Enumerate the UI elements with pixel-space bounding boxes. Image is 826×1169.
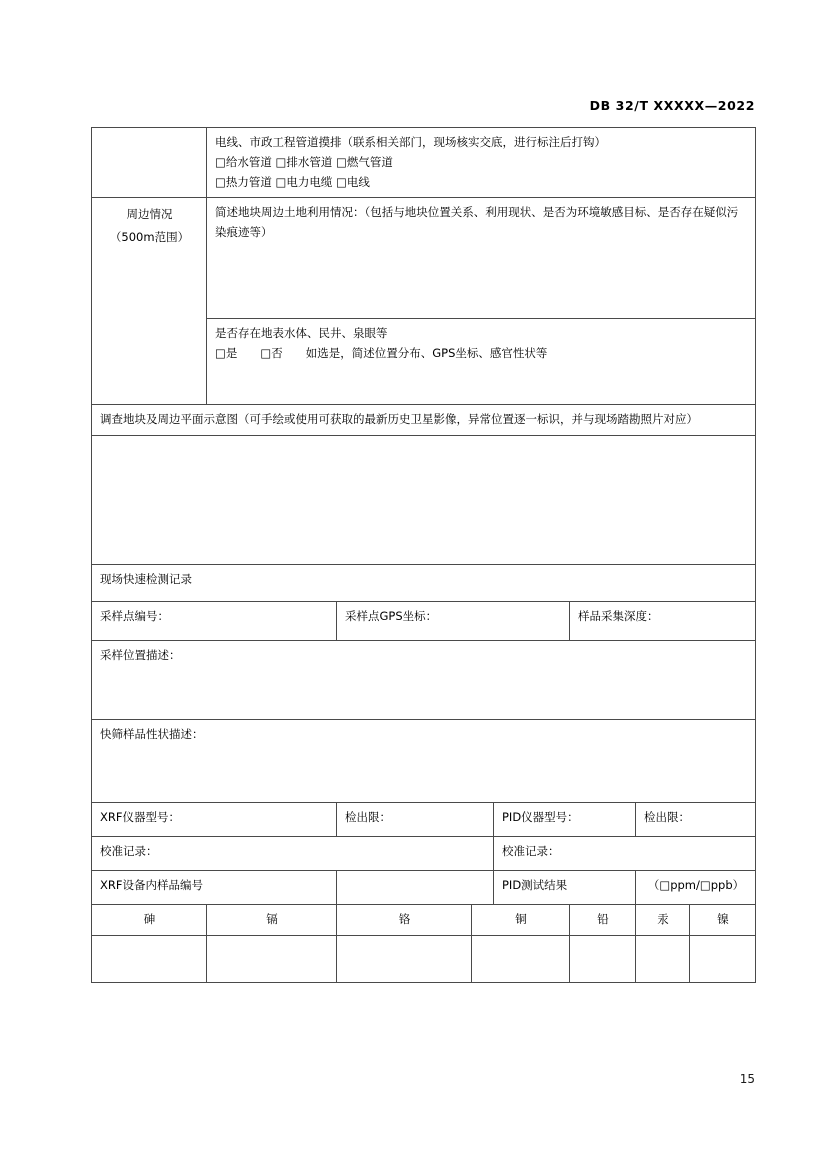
field-test-section-title-cell bbox=[92, 565, 756, 602]
element-header-label: 镉 bbox=[266, 912, 278, 927]
location-description-label: 采样位置描述： bbox=[100, 648, 181, 663]
pid-calibration-label: 校准记录： bbox=[502, 844, 560, 859]
element-header-cell bbox=[472, 905, 570, 936]
document-header-standard-code: DB 32/T XXXXX—2022 bbox=[589, 98, 755, 113]
element-value-cell[interactable] bbox=[337, 935, 472, 982]
element-header-label: 铬 bbox=[398, 912, 411, 927]
xrf-model-label: XRF仪器型号： bbox=[100, 810, 180, 825]
table-row-xrf-sample-pid-result bbox=[92, 871, 756, 905]
pid-result-label: PID测试结果 bbox=[502, 878, 568, 893]
pid-calibration-cell[interactable] bbox=[494, 837, 756, 871]
element-header-cell bbox=[92, 905, 207, 936]
pipeline-row-content-cell bbox=[207, 128, 756, 198]
pid-model-cell[interactable] bbox=[494, 803, 636, 837]
sampling-point-gps-cell[interactable] bbox=[337, 602, 570, 641]
pid-detection-limit-label: 检出限： bbox=[644, 810, 690, 825]
table-row-calibration bbox=[92, 837, 756, 871]
table-row-sketch-area bbox=[92, 436, 756, 565]
xrf-sample-id-label: XRF设备内样品编号 bbox=[100, 878, 203, 893]
xrf-sample-id-label-cell bbox=[92, 871, 337, 905]
survey-form-table bbox=[91, 127, 756, 983]
land-use-description-cell[interactable] bbox=[207, 198, 756, 319]
sampling-point-id-cell[interactable] bbox=[92, 602, 337, 641]
element-header-label: 铅 bbox=[597, 912, 609, 927]
pipeline-row-label-cell bbox=[92, 128, 207, 198]
pid-result-label-cell bbox=[494, 871, 636, 905]
table-row-surrounding-land-use bbox=[92, 198, 756, 319]
sampling-depth-cell[interactable] bbox=[570, 602, 756, 641]
xrf-calibration-label: 校准记录： bbox=[100, 844, 158, 859]
surrounding-label-cell bbox=[92, 198, 207, 405]
element-header-cell bbox=[207, 905, 337, 936]
element-header-cell bbox=[570, 905, 636, 936]
element-value-cell[interactable] bbox=[207, 935, 337, 982]
xrf-sample-id-value-cell[interactable] bbox=[337, 871, 494, 905]
sketch-title-text: 调查地块及周边平面示意图（可手绘或使用可获取的最新历史卫星影像，异常位置逐一标识，并与现场踏勘照片对应） bbox=[100, 412, 698, 427]
water-body-question: 是否存在地表水体、民井、泉眼等 bbox=[215, 326, 388, 341]
table-row-pipeline bbox=[92, 128, 756, 198]
element-header-label: 砷 bbox=[143, 912, 156, 927]
element-value-cell[interactable] bbox=[690, 935, 756, 982]
table-row-instrument-models bbox=[92, 803, 756, 837]
water-body-cell[interactable] bbox=[207, 319, 756, 405]
sample-description-label: 快筛样品性状描述： bbox=[100, 727, 204, 742]
pid-model-label: PID仪器型号： bbox=[502, 810, 579, 825]
table-row-location-description bbox=[92, 641, 756, 720]
element-header-cell bbox=[690, 905, 756, 936]
xrf-model-cell[interactable] bbox=[92, 803, 337, 837]
pipeline-options-line-2[interactable]: □热力管道 □电力电缆 □电线 bbox=[215, 174, 370, 189]
element-header-label: 镍 bbox=[717, 912, 729, 927]
pipeline-title: 电线、市政工程管道摸排（联系相关部门，现场核实交底，进行标注后打钩） bbox=[215, 135, 606, 149]
sampling-depth-label: 样品采集深度： bbox=[578, 609, 659, 624]
table-row-element-headers bbox=[92, 905, 756, 936]
table-row-sampling-point bbox=[92, 602, 756, 641]
xrf-detection-limit-label: 检出限： bbox=[345, 810, 391, 825]
element-value-cell[interactable] bbox=[636, 935, 690, 982]
sampling-point-id-label: 采样点编号： bbox=[100, 609, 169, 624]
xrf-calibration-cell[interactable] bbox=[92, 837, 494, 871]
water-body-options[interactable]: □是 □否 如选是，简述位置分布、GPS坐标、感官性状等 bbox=[215, 346, 548, 361]
sampling-point-gps-label: 采样点GPS坐标： bbox=[345, 609, 438, 624]
pid-detection-limit-cell[interactable] bbox=[636, 803, 756, 837]
element-header-label: 铜 bbox=[515, 912, 527, 927]
location-description-cell[interactable] bbox=[92, 641, 756, 720]
element-header-cell bbox=[636, 905, 690, 936]
land-use-description-text: 简述地块周边土地利用情况：（包括与地块位置关系、利用现状、是否为环境敏感目标、是否存在疑似污染痕迹等） bbox=[215, 205, 739, 240]
pid-unit-cell[interactable] bbox=[636, 871, 756, 905]
element-header-cell bbox=[337, 905, 472, 936]
table-row-element-values bbox=[92, 935, 756, 982]
element-value-cell[interactable] bbox=[472, 935, 570, 982]
sketch-drawing-area[interactable] bbox=[92, 436, 756, 565]
page-number: 15 bbox=[739, 1072, 755, 1086]
table-row-field-test-title bbox=[92, 565, 756, 602]
survey-form-container bbox=[91, 127, 755, 983]
element-header-label: 汞 bbox=[657, 912, 669, 927]
element-value-cell[interactable] bbox=[92, 935, 207, 982]
field-test-section-title: 现场快速检测记录 bbox=[100, 572, 192, 587]
pid-unit-label: （□ppm/□ppb） bbox=[647, 878, 745, 893]
surrounding-label-line-1: 周边情况 bbox=[126, 207, 173, 222]
table-row-sketch-title bbox=[92, 405, 756, 436]
element-value-cell[interactable] bbox=[570, 935, 636, 982]
pipeline-options-line-1[interactable]: □给水管道 □排水管道 □燃气管道 bbox=[215, 154, 393, 169]
table-row-sample-description bbox=[92, 720, 756, 803]
sample-description-cell[interactable] bbox=[92, 720, 756, 803]
sketch-title-cell bbox=[92, 405, 756, 436]
surrounding-label-line-2: （500m范围） bbox=[109, 230, 190, 245]
xrf-detection-limit-cell[interactable] bbox=[337, 803, 494, 837]
